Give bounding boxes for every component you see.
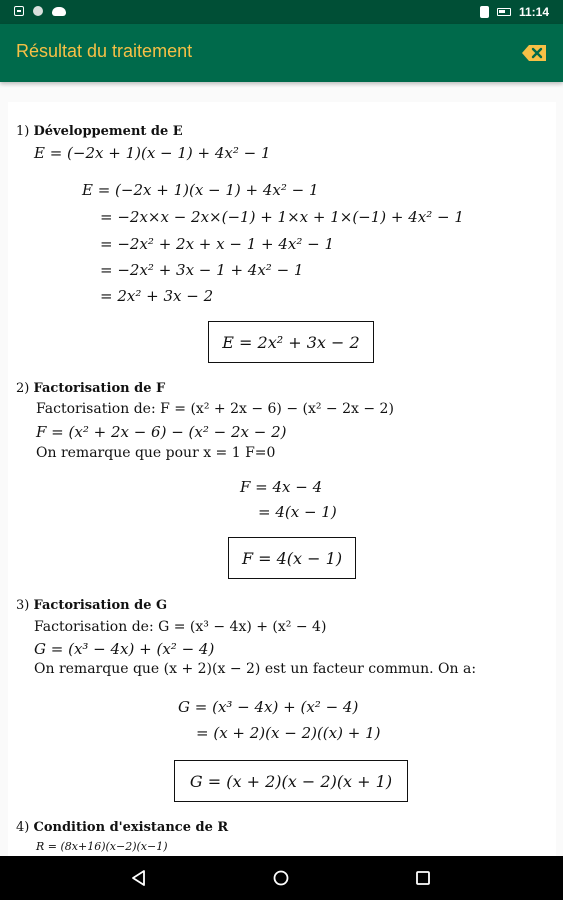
nav-recents-icon [414,869,432,887]
navigation-bar [0,856,563,900]
result-content [8,102,556,856]
section-1-step: = −2x² + 3x − 1 + 4x² − 1 [100,261,304,279]
section-3-step: = (x + 2)(x − 2)((x) + 1) [196,724,381,742]
sim-icon [480,6,489,18]
section-3-remark: On remarque que (x + 2)(x − 2) est un facteur commun. On a: [34,661,477,677]
section-1-step: E = (−2x + 1)(x − 1) + 4x² − 1 [82,181,319,199]
section-2-heading: 2) Factorisation de F [16,381,166,396]
section-2-result: F = 4(x − 1) [228,537,356,579]
backspace-icon [521,41,549,65]
nav-back-button[interactable] [130,869,148,887]
status-time: 11:14 [518,5,549,19]
section-3-intro: Factorisation de: G = (x³ − 4x) + (x² − 4) [34,619,327,635]
section-2-step: = 4(x − 1) [258,503,337,521]
section-2-step: F = 4x − 4 [240,478,323,496]
section-3-result: G = (x + 2)(x − 2)(x + 1) [174,760,408,802]
battery-icon [497,8,511,16]
page-title: Résultat du traitement [16,41,193,61]
app-bar [0,24,563,82]
section-3-heading: 3) Factorisation de G [16,598,168,613]
clear-button[interactable] [521,41,549,65]
cloud-icon [52,7,66,16]
nav-recents-button[interactable] [414,869,432,887]
section-2-intro: Factorisation de: F = (x² + 2x − 6) − (x² − 2x − 2) [36,401,394,417]
section-2-remark: On remarque que pour x = 1 F=0 [36,445,276,461]
status-bar [0,0,563,24]
section-1-step: = 2x² + 3x − 2 [100,287,214,305]
section-1-step: = −2x² + 2x + x − 1 + 4x² − 1 [100,235,335,253]
section-2-given: F = (x² + 2x − 6) − (x² − 2x − 2) [36,423,287,441]
gallery-notification-icon [14,6,24,16]
nav-back-icon [130,869,148,887]
nav-home-icon [272,869,290,887]
section-4-heading: 4) Condition d'existance de R [16,820,229,835]
nav-home-button[interactable] [272,869,290,887]
app-notification-icon [33,6,43,16]
section-4-partial: R = (8x+16)(x−2)(x−1) [36,840,168,853]
section-1-result: E = 2x² + 3x − 2 [208,321,374,363]
section-1-heading: 1) Développement de E [16,124,183,139]
section-1-given: E = (−2x + 1)(x − 1) + 4x² − 1 [34,144,271,162]
section-3-given: G = (x³ − 4x) + (x² − 4) [34,640,215,658]
section-3-step: G = (x³ − 4x) + (x² − 4) [178,698,359,716]
section-1-step: = −2x×x − 2x×(−1) + 1×x + 1×(−1) + 4x² − 1 [100,208,464,226]
